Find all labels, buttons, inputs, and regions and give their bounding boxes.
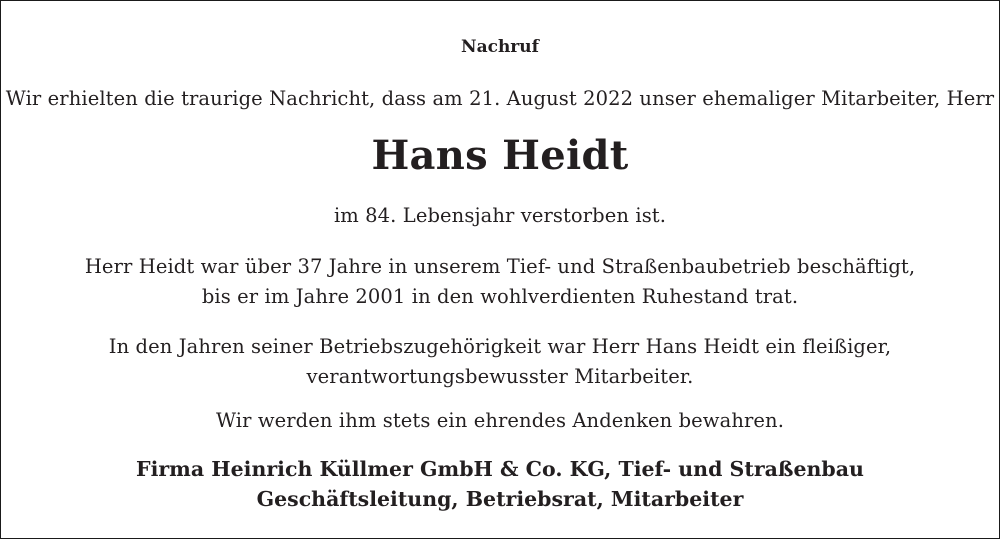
paragraph-line: In den Jahren seiner Betriebszugehörigkeit war Herr Hans Heidt ein fleißiger, [108,335,892,358]
age-line: im 84. Lebensjahr verstorben ist. [333,204,667,227]
memorial-line: Wir werden ihm stets ein ehrendes Andenken bewahren. [215,409,785,432]
signature-company: Firma Heinrich Küllmer GmbH & Co. KG, Tief- und Straßenbau [136,457,864,481]
paragraph-line: bis er im Jahre 2001 in den wohlverdienten Ruhestand trat. [201,285,799,308]
paragraph-line: verantwortungsbewusster Mitarbeiter. [306,365,694,388]
intro-text: Wir erhielten die traurige Nachricht, dass am 21. August 2022 unser ehemaliger Mitarbeiter, Herr [5,87,995,110]
paragraph-line: Herr Heidt war über 37 Jahre in unserem Tief- und Straßenbaubetrieb beschäftigt, [84,255,916,278]
notice-heading: Nachruf [461,37,539,57]
deceased-name: Hans Heidt [371,132,629,179]
signature-groups: Geschäftsleitung, Betriebsrat, Mitarbeiter [256,487,744,511]
